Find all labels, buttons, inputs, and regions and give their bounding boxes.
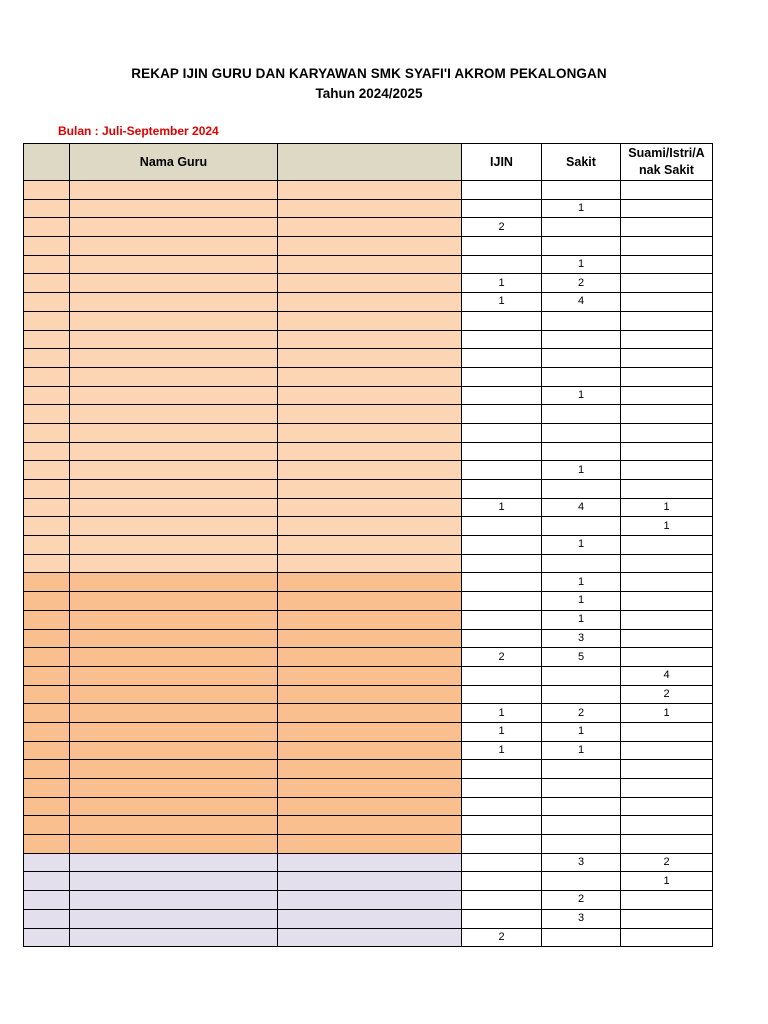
cell-jabatan	[278, 554, 462, 573]
table-row	[24, 928, 713, 947]
table-row	[24, 610, 713, 629]
cell-ijin: 1	[462, 293, 542, 312]
cell-sakit: 4	[542, 293, 621, 312]
cell-suami-istri-anak-sakit	[621, 237, 713, 256]
cell-ijin	[462, 199, 542, 218]
table-row	[24, 891, 713, 910]
cell-sakit	[542, 517, 621, 536]
cell-ijin	[462, 797, 542, 816]
cell-ijin	[462, 536, 542, 555]
cell-sakit	[542, 218, 621, 237]
table-row	[24, 573, 713, 592]
cell-nama-guru	[70, 423, 278, 442]
cell-nama-guru	[70, 629, 278, 648]
cell-no	[24, 666, 70, 685]
cell-ijin	[462, 461, 542, 480]
cell-ijin	[462, 629, 542, 648]
cell-ijin: 1	[462, 274, 542, 293]
cell-jabatan	[278, 872, 462, 891]
cell-ijin	[462, 423, 542, 442]
cell-ijin	[462, 666, 542, 685]
table-row	[24, 592, 713, 611]
cell-suami-istri-anak-sakit	[621, 610, 713, 629]
cell-jabatan	[278, 405, 462, 424]
cell-sakit: 1	[542, 610, 621, 629]
table-row	[24, 853, 713, 872]
cell-sakit: 1	[542, 741, 621, 760]
table-row	[24, 554, 713, 573]
cell-nama-guru	[70, 480, 278, 499]
cell-nama-guru	[70, 199, 278, 218]
table-row	[24, 386, 713, 405]
cell-sakit	[542, 405, 621, 424]
cell-nama-guru	[70, 685, 278, 704]
cell-nama-guru	[70, 853, 278, 872]
cell-suami-istri-anak-sakit	[621, 349, 713, 368]
cell-suami-istri-anak-sakit	[621, 760, 713, 779]
cell-jabatan	[278, 648, 462, 667]
cell-ijin	[462, 367, 542, 386]
cell-nama-guru	[70, 928, 278, 947]
table-row	[24, 779, 713, 798]
cell-sakit	[542, 816, 621, 835]
cell-ijin	[462, 311, 542, 330]
cell-jabatan	[278, 835, 462, 854]
cell-suami-istri-anak-sakit	[621, 423, 713, 442]
cell-no	[24, 293, 70, 312]
cell-nama-guru	[70, 405, 278, 424]
cell-sakit	[542, 367, 621, 386]
cell-jabatan	[278, 666, 462, 685]
cell-nama-guru	[70, 722, 278, 741]
table-row	[24, 311, 713, 330]
cell-jabatan	[278, 610, 462, 629]
cell-suami-istri-anak-sakit	[621, 891, 713, 910]
cell-nama-guru	[70, 330, 278, 349]
cell-suami-istri-anak-sakit	[621, 274, 713, 293]
cell-ijin	[462, 330, 542, 349]
cell-no	[24, 498, 70, 517]
cell-no	[24, 853, 70, 872]
cell-suami-istri-anak-sakit	[621, 405, 713, 424]
cell-jabatan	[278, 722, 462, 741]
period-label: Bulan : Juli-September 2024	[58, 124, 219, 138]
cell-suami-istri-anak-sakit: 1	[621, 517, 713, 536]
cell-no	[24, 760, 70, 779]
cell-jabatan	[278, 629, 462, 648]
cell-sakit	[542, 779, 621, 798]
cell-suami-istri-anak-sakit	[621, 442, 713, 461]
cell-suami-istri-anak-sakit	[621, 181, 713, 200]
cell-suami-istri-anak-sakit	[621, 816, 713, 835]
cell-no	[24, 816, 70, 835]
cell-sakit: 3	[542, 629, 621, 648]
cell-suami-istri-anak-sakit: 1	[621, 704, 713, 723]
cell-suami-istri-anak-sakit: 1	[621, 498, 713, 517]
cell-no	[24, 349, 70, 368]
table-row	[24, 517, 713, 536]
cell-sakit	[542, 442, 621, 461]
cell-jabatan	[278, 274, 462, 293]
table-row	[24, 237, 713, 256]
cell-suami-istri-anak-sakit	[621, 592, 713, 611]
cell-nama-guru	[70, 311, 278, 330]
cell-no	[24, 311, 70, 330]
attendance-table	[23, 143, 713, 947]
cell-jabatan	[278, 330, 462, 349]
table-row	[24, 330, 713, 349]
cell-ijin	[462, 760, 542, 779]
cell-sakit	[542, 349, 621, 368]
table-row	[24, 722, 713, 741]
cell-suami-istri-anak-sakit	[621, 554, 713, 573]
cell-sakit	[542, 237, 621, 256]
cell-no	[24, 255, 70, 274]
cell-jabatan	[278, 461, 462, 480]
cell-ijin: 1	[462, 741, 542, 760]
cell-no	[24, 891, 70, 910]
cell-no	[24, 181, 70, 200]
header-no	[24, 144, 70, 181]
cell-jabatan	[278, 386, 462, 405]
header-nama-guru: Nama Guru	[70, 144, 278, 181]
cell-sakit: 5	[542, 648, 621, 667]
cell-no	[24, 330, 70, 349]
cell-ijin: 1	[462, 704, 542, 723]
cell-jabatan	[278, 255, 462, 274]
table-row	[24, 181, 713, 200]
cell-no	[24, 722, 70, 741]
table-row	[24, 442, 713, 461]
cell-suami-istri-anak-sakit	[621, 461, 713, 480]
cell-sakit: 1	[542, 592, 621, 611]
cell-sakit: 1	[542, 573, 621, 592]
cell-no	[24, 517, 70, 536]
cell-suami-istri-anak-sakit	[621, 480, 713, 499]
cell-no	[24, 835, 70, 854]
cell-nama-guru	[70, 610, 278, 629]
cell-suami-istri-anak-sakit	[621, 629, 713, 648]
cell-nama-guru	[70, 255, 278, 274]
cell-sakit	[542, 685, 621, 704]
cell-ijin	[462, 237, 542, 256]
cell-nama-guru	[70, 237, 278, 256]
cell-suami-istri-anak-sakit	[621, 797, 713, 816]
cell-sakit: 1	[542, 199, 621, 218]
cell-jabatan	[278, 536, 462, 555]
cell-jabatan	[278, 853, 462, 872]
table-row	[24, 760, 713, 779]
cell-ijin	[462, 386, 542, 405]
table-row	[24, 797, 713, 816]
cell-nama-guru	[70, 592, 278, 611]
cell-nama-guru	[70, 835, 278, 854]
cell-sakit	[542, 666, 621, 685]
cell-suami-istri-anak-sakit	[621, 722, 713, 741]
cell-ijin	[462, 779, 542, 798]
cell-jabatan	[278, 909, 462, 928]
cell-nama-guru	[70, 293, 278, 312]
cell-suami-istri-anak-sakit	[621, 573, 713, 592]
table-row	[24, 405, 713, 424]
cell-ijin	[462, 480, 542, 499]
cell-nama-guru	[70, 442, 278, 461]
cell-suami-istri-anak-sakit: 2	[621, 853, 713, 872]
cell-ijin	[462, 255, 542, 274]
cell-no	[24, 797, 70, 816]
cell-jabatan	[278, 891, 462, 910]
cell-sakit: 4	[542, 498, 621, 517]
cell-ijin	[462, 835, 542, 854]
cell-no	[24, 629, 70, 648]
cell-no	[24, 928, 70, 947]
table-row	[24, 704, 713, 723]
cell-no	[24, 685, 70, 704]
cell-nama-guru	[70, 872, 278, 891]
cell-ijin: 2	[462, 218, 542, 237]
cell-no	[24, 573, 70, 592]
table-row	[24, 816, 713, 835]
cell-no	[24, 199, 70, 218]
cell-nama-guru	[70, 274, 278, 293]
cell-nama-guru	[70, 816, 278, 835]
table-row	[24, 461, 713, 480]
table-row	[24, 835, 713, 854]
cell-ijin	[462, 573, 542, 592]
cell-suami-istri-anak-sakit	[621, 367, 713, 386]
cell-ijin	[462, 349, 542, 368]
cell-ijin	[462, 517, 542, 536]
cell-nama-guru	[70, 536, 278, 555]
cell-suami-istri-anak-sakit	[621, 218, 713, 237]
cell-no	[24, 423, 70, 442]
cell-sakit: 1	[542, 461, 621, 480]
cell-sakit: 1	[542, 255, 621, 274]
cell-no	[24, 274, 70, 293]
cell-jabatan	[278, 237, 462, 256]
cell-nama-guru	[70, 648, 278, 667]
table-row	[24, 293, 713, 312]
cell-sakit: 1	[542, 386, 621, 405]
cell-suami-istri-anak-sakit	[621, 536, 713, 555]
cell-jabatan	[278, 480, 462, 499]
cell-ijin	[462, 592, 542, 611]
cell-no	[24, 648, 70, 667]
cell-no	[24, 741, 70, 760]
cell-jabatan	[278, 760, 462, 779]
table-row	[24, 741, 713, 760]
cell-suami-istri-anak-sakit: 1	[621, 872, 713, 891]
cell-no	[24, 237, 70, 256]
cell-nama-guru	[70, 704, 278, 723]
cell-jabatan	[278, 311, 462, 330]
cell-ijin	[462, 610, 542, 629]
cell-no	[24, 779, 70, 798]
cell-no	[24, 909, 70, 928]
table-row	[24, 872, 713, 891]
table-row	[24, 349, 713, 368]
cell-sakit: 3	[542, 909, 621, 928]
table-row	[24, 480, 713, 499]
table-row	[24, 498, 713, 517]
cell-suami-istri-anak-sakit	[621, 386, 713, 405]
cell-jabatan	[278, 517, 462, 536]
cell-no	[24, 442, 70, 461]
cell-no	[24, 367, 70, 386]
cell-no	[24, 480, 70, 499]
cell-sakit	[542, 423, 621, 442]
cell-ijin	[462, 181, 542, 200]
cell-sakit	[542, 928, 621, 947]
cell-ijin: 1	[462, 498, 542, 517]
table-row	[24, 423, 713, 442]
cell-jabatan	[278, 741, 462, 760]
cell-no	[24, 610, 70, 629]
table-row	[24, 648, 713, 667]
cell-sakit	[542, 872, 621, 891]
cell-jabatan	[278, 367, 462, 386]
cell-no	[24, 405, 70, 424]
cell-suami-istri-anak-sakit	[621, 835, 713, 854]
cell-no	[24, 554, 70, 573]
cell-suami-istri-anak-sakit	[621, 199, 713, 218]
table-header-row	[24, 144, 713, 181]
cell-jabatan	[278, 423, 462, 442]
cell-jabatan	[278, 779, 462, 798]
cell-jabatan	[278, 816, 462, 835]
cell-ijin	[462, 816, 542, 835]
cell-nama-guru	[70, 367, 278, 386]
cell-jabatan	[278, 349, 462, 368]
cell-sakit	[542, 835, 621, 854]
header-sakit: Sakit	[542, 144, 621, 181]
cell-sakit	[542, 797, 621, 816]
cell-sakit: 2	[542, 274, 621, 293]
cell-no	[24, 218, 70, 237]
cell-jabatan	[278, 218, 462, 237]
cell-jabatan	[278, 442, 462, 461]
table-row	[24, 367, 713, 386]
cell-ijin: 2	[462, 648, 542, 667]
cell-nama-guru	[70, 181, 278, 200]
cell-ijin	[462, 872, 542, 891]
cell-nama-guru	[70, 909, 278, 928]
cell-ijin	[462, 685, 542, 704]
table-row	[24, 909, 713, 928]
cell-suami-istri-anak-sakit	[621, 779, 713, 798]
cell-jabatan	[278, 592, 462, 611]
cell-sakit: 2	[542, 704, 621, 723]
cell-ijin	[462, 442, 542, 461]
table-row	[24, 685, 713, 704]
cell-sakit	[542, 480, 621, 499]
cell-suami-istri-anak-sakit	[621, 909, 713, 928]
cell-ijin	[462, 554, 542, 573]
cell-nama-guru	[70, 666, 278, 685]
cell-nama-guru	[70, 573, 278, 592]
cell-jabatan	[278, 704, 462, 723]
cell-suami-istri-anak-sakit	[621, 648, 713, 667]
cell-no	[24, 536, 70, 555]
cell-suami-istri-anak-sakit	[621, 293, 713, 312]
cell-jabatan	[278, 797, 462, 816]
cell-nama-guru	[70, 386, 278, 405]
cell-ijin	[462, 853, 542, 872]
table-row	[24, 629, 713, 648]
cell-suami-istri-anak-sakit: 4	[621, 666, 713, 685]
cell-ijin: 1	[462, 722, 542, 741]
cell-no	[24, 461, 70, 480]
cell-sakit	[542, 554, 621, 573]
cell-jabatan	[278, 928, 462, 947]
cell-jabatan	[278, 293, 462, 312]
cell-ijin: 2	[462, 928, 542, 947]
cell-nama-guru	[70, 349, 278, 368]
header-jabatan	[278, 144, 462, 181]
document-title: REKAP IJIN GURU DAN KARYAWAN SMK SYAFI'I AKROM PEKALONGAN	[131, 66, 607, 81]
cell-nama-guru	[70, 760, 278, 779]
cell-ijin	[462, 891, 542, 910]
cell-sakit	[542, 181, 621, 200]
cell-sakit	[542, 311, 621, 330]
table-row	[24, 536, 713, 555]
cell-sakit: 3	[542, 853, 621, 872]
cell-sakit	[542, 760, 621, 779]
cell-no	[24, 704, 70, 723]
table-row	[24, 666, 713, 685]
cell-nama-guru	[70, 517, 278, 536]
cell-sakit: 1	[542, 536, 621, 555]
cell-suami-istri-anak-sakit	[621, 311, 713, 330]
header-suami-istri-anak-sakit: Suami/Istri/A nak Sakit	[621, 144, 713, 181]
cell-no	[24, 386, 70, 405]
cell-suami-istri-anak-sakit	[621, 741, 713, 760]
cell-ijin	[462, 405, 542, 424]
table-row	[24, 255, 713, 274]
table-row	[24, 199, 713, 218]
cell-nama-guru	[70, 779, 278, 798]
cell-sakit: 1	[542, 722, 621, 741]
cell-suami-istri-anak-sakit	[621, 928, 713, 947]
cell-jabatan	[278, 573, 462, 592]
cell-nama-guru	[70, 891, 278, 910]
cell-nama-guru	[70, 461, 278, 480]
cell-suami-istri-anak-sakit	[621, 330, 713, 349]
table-row	[24, 218, 713, 237]
cell-nama-guru	[70, 741, 278, 760]
cell-nama-guru	[70, 498, 278, 517]
document-year: Tahun 2024/2025	[315, 86, 423, 101]
cell-no	[24, 872, 70, 891]
header-ijin: IJIN	[462, 144, 542, 181]
cell-nama-guru	[70, 218, 278, 237]
table-row	[24, 274, 713, 293]
cell-suami-istri-anak-sakit: 2	[621, 685, 713, 704]
cell-nama-guru	[70, 797, 278, 816]
cell-jabatan	[278, 498, 462, 517]
cell-sakit	[542, 330, 621, 349]
cell-ijin	[462, 909, 542, 928]
cell-suami-istri-anak-sakit	[621, 255, 713, 274]
cell-no	[24, 592, 70, 611]
cell-jabatan	[278, 685, 462, 704]
cell-sakit: 2	[542, 891, 621, 910]
cell-nama-guru	[70, 554, 278, 573]
cell-jabatan	[278, 181, 462, 200]
cell-jabatan	[278, 199, 462, 218]
